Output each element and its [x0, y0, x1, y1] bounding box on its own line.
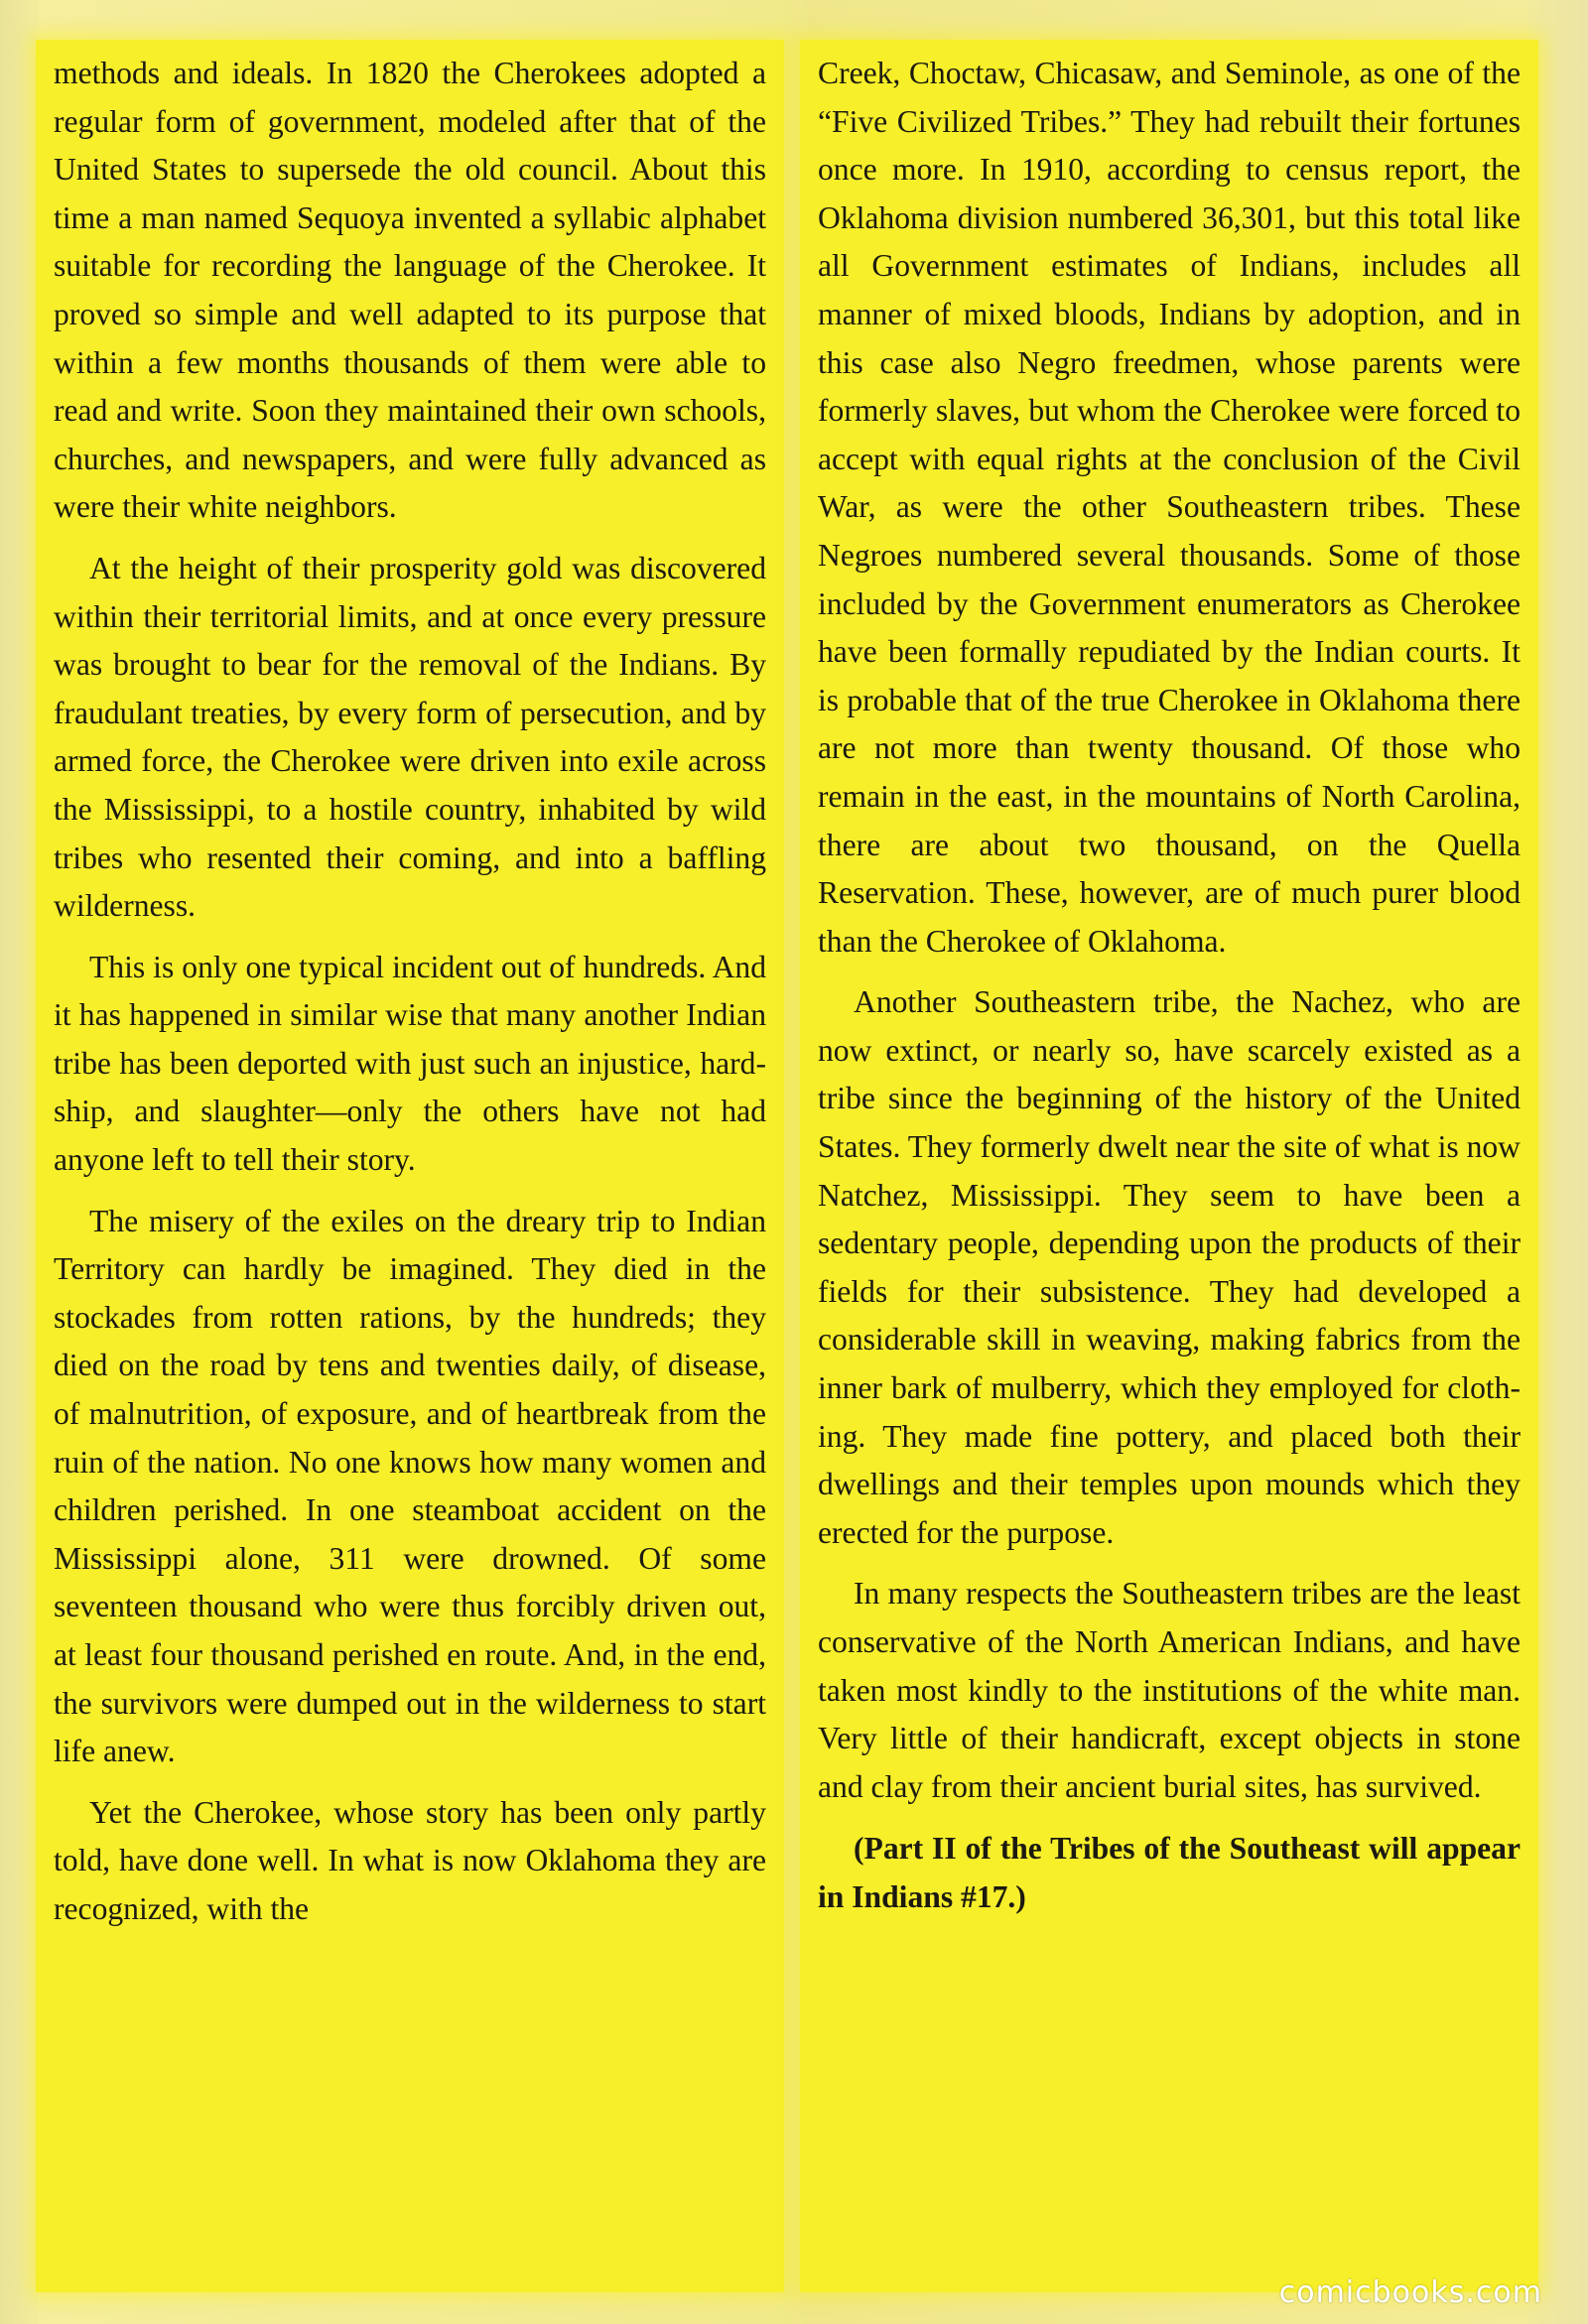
left-column: [36, 40, 784, 2292]
paragraph: methods and ideals. In 1820 the Cherokees adopted a regular form of government, modeled after that of the United States to supersede the old council. About this time a man named Sequoya invented a syllabic alphabet suitable for recording the language of the Cherokee. It proved so simple and well adapted to its purpose that within a few months thousands of them were able to read and write. Soon they maintained their own schools, churches, and newspapers, and were fully advanced as were their white neighbors.: [54, 56, 766, 525]
paragraph: Creek, Choctaw, Chicasaw, and Seminole, as one of the “Five Civilized Tribes.” They had rebuilt their fortunes once more. In 1910, according to census report, the Oklahoma division numbered 36,301, but this total like all Government estimates of Indians, includes all manner of mixed bloods, Indians by adoption, and in this case also Negro freedmen, whose parents were formerly slaves, but whom the Cherokee were forced to accept with equal rights at the conclusion of the Civil War, as were the other Southeastern tribes. These Negroes numbered several thousands. Some of those included by the Government enumerators as Cherokee have been formally repudiated by the Indian courts. It is probable that of the true Cherokee in Oklahoma there are not more than twenty thousand. Of those who remain in the east, in the mountains of North Carolina, there are about two thousand, on the Quella Reservation. These, however, are of much purer blood than the Cherokee of Oklahoma.: [818, 56, 1521, 959]
paragraph: Another Southeastern tribe, the Nachez, who are now extinct, or nearly so, have scarcely existed as a tribe since the beginning of the history of the United States. They formerly dwelt near the site of what is now Natchez, Mississippi. They seem to have been a sedentary people, depending upon the products of their fields for their subsistence. They had developed a considerable skill in weaving, making fabrics from the inner bark of mulberry, which they employed for clothing. They made fine pottery, and placed both their dwellings and their temples upon mounds which they erected for the purpose.: [818, 984, 1521, 1550]
paragraph: At the height of their prosperity gold was discovered within their territorial limits, and at once every pressure was brought to bear for the removal of the Indians. By fraudulant treaties, by every form of persecution, and by armed force, the Cherokee were driven into exile across the Mississippi, to a hostile country, inhabited by wild tribes who resented their coming, and into a baffling wilderness.: [54, 550, 766, 924]
paragraph: In many respects the Southeastern tribes are the least conservative of the North American Indians, and have taken most kindly to the institutions of the white man. Very little of their handicraft, except objects in stone and clay from their ancient burial sites, has survived.: [818, 1576, 1521, 1804]
continuation-note: (Part II of the Tribes of the Southeast will appear in Indians #17.): [818, 1831, 1521, 1914]
page-edge-left: [0, 0, 38, 2324]
paragraph: The misery of the exiles on the dreary trip to Indian Territory can hardly be imagined. They died in the stockades from rotten rations, by the hundreds; they died on the road by tens and twenties daily, of disease, of malnutrition, of exposure, and of heartbreak from the ruin of the nation. No one knows how many women and children perished. In one steamboat accident on the Mississippi alone, 311 were drowned. Of some seventeen thousand who were thus forcibly driven out, at least four thousand perished en route. And, in the end, the survivors were dumped out in the wilderness to start life anew.: [54, 1203, 766, 1769]
right-column: [800, 40, 1538, 2292]
watermark: comicbooks.com: [1278, 2275, 1542, 2310]
paragraph: Yet the Cherokee, whose story has been only partly told, have done well. In what is now Oklahoma they are recognized, with the: [54, 1794, 766, 1926]
paragraph: This is only one typical incident out of hundreds. And it has happened in similar wise that many another Indian tribe has been deported with just such an injustice, hardship, and slaughter—only the others have not had anyone left to tell their story.: [54, 949, 766, 1178]
